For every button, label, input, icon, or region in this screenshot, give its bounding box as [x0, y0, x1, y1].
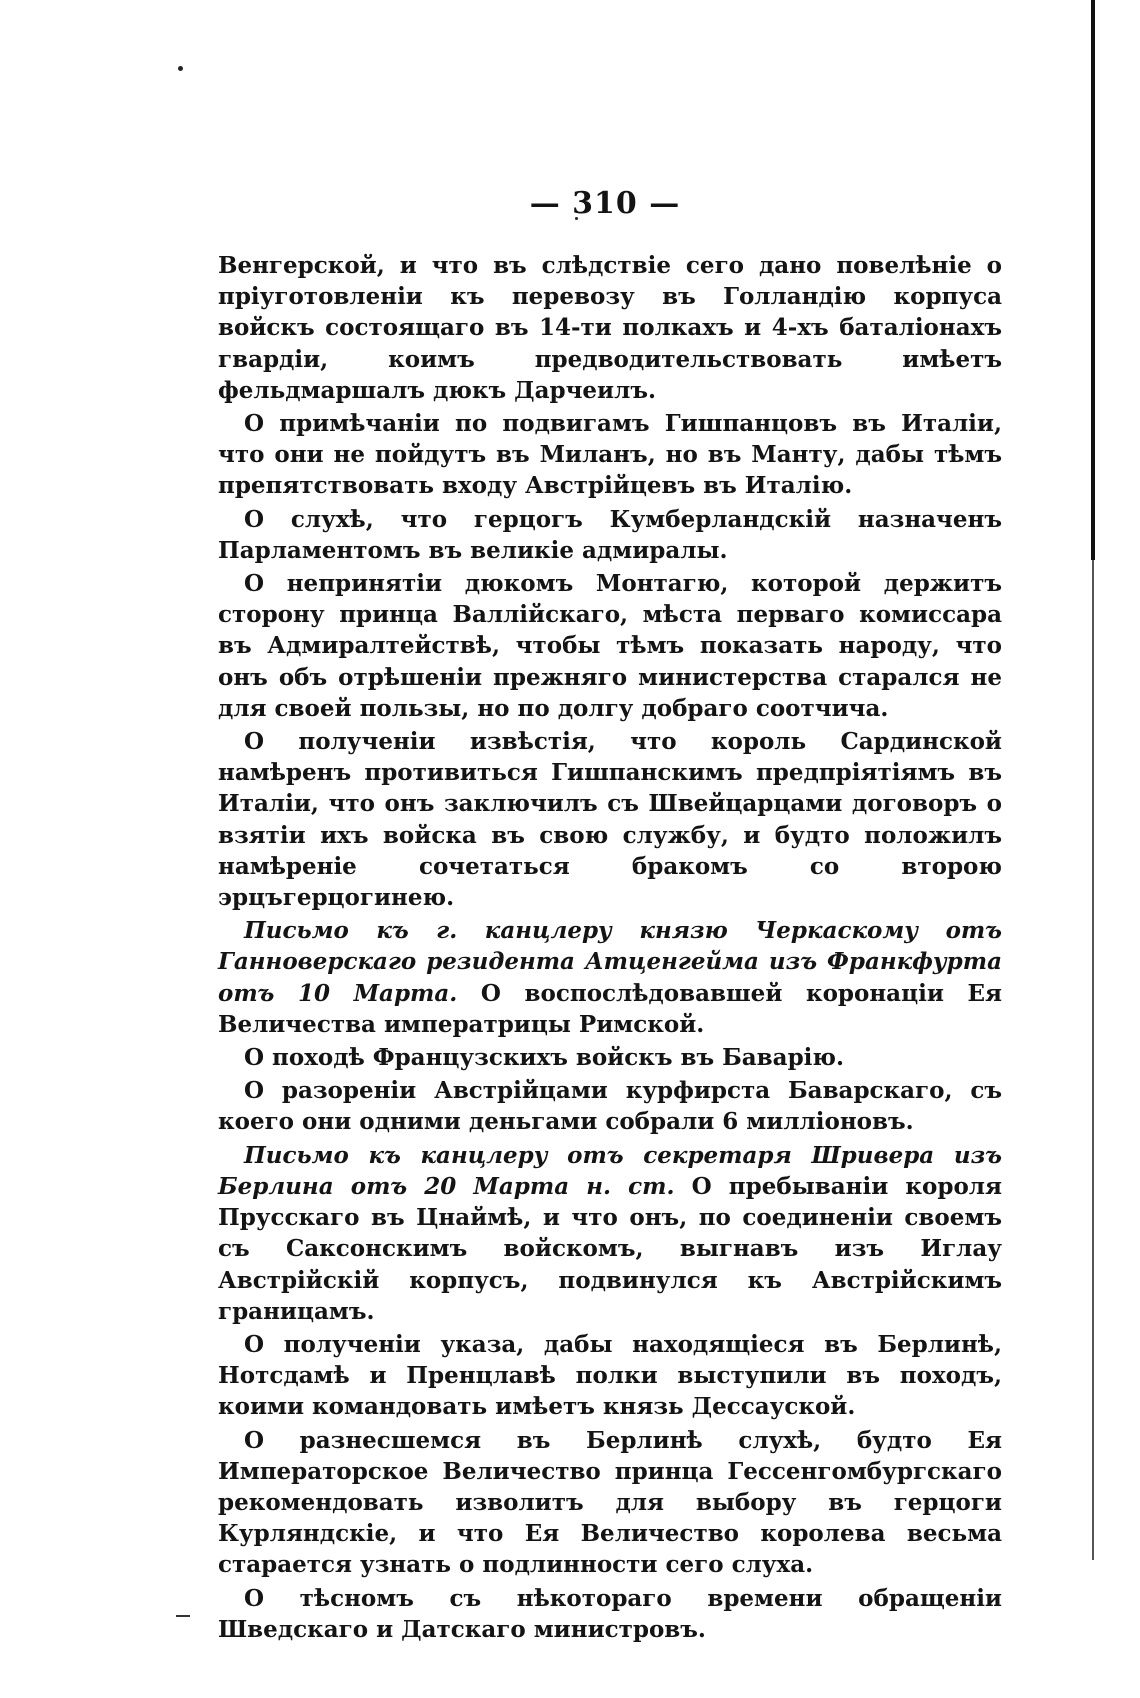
paragraph: Венгерской, и что въ слѣдствiе сего дано повелѣнiе о прiуготовленiи къ перевозу въ Голландiю корпуса войскъ состоящаго въ 14-ти полкахъ и 4-хъ баталiонахъ гвардiи, коимъ предводительствовать имѣетъ фельдмаршалъ дюкъ Дарчеилъ. — [218, 252, 1002, 404]
page-number: — 310 — — [529, 186, 681, 221]
paragraph-text: О пребыванiи короля Прусскаго въ Цнаймѣ, и что онъ, по соединенiи своемъ съ Саксонскимъ войскомъ, выгнавъ изъ Иглау Австрiйскiй корпусъ, подвинулся къ Австрiйскимъ границамъ. — [218, 1172, 1002, 1325]
letter-heading: Письмо къ канцлеру отъ секретаря Шривера изъ Берлина отъ 20 Марта н. ст. — [218, 1141, 1002, 1200]
body-text — [218, 250, 1002, 1647]
paragraph: О разоренiи Австрiйцами курфирста Баварскаго, съ коего они одними деньгами собрали 6 миллiоновъ. — [218, 1077, 1002, 1136]
paragraph: О разнесшемся въ Берлинѣ слухѣ, будто Ея Императорское Величество принца Гессенгомбургскаго рекомендовать изволитъ для выбору въ герцоги Курляндскiе, и что Ея Величество королева весьма старается узнать о подлинности сего слуха. — [218, 1426, 1002, 1579]
paragraph: О полученiи извѣстiя, что король Сардинской намѣренъ противиться Гишпанскимъ предпрiятiямъ въ Италiи, что онъ заключилъ съ Швейцарцами договоръ о взятiи ихъ войска въ свою службу, и будто положилъ намѣренiе сочетаться бракомъ со второю эрцъгерцогинею. — [218, 728, 1002, 912]
ink-speck — [178, 66, 183, 71]
paragraph: О походѣ Французскихъ войскъ въ Баварiю. — [244, 1044, 844, 1072]
paragraph: О полученiи указа, дабы находящiеся въ Берлинѣ, Нотсдамѣ и Пренцлавѣ полки выступили въ походъ, коими командовать имѣетъ князь Дессауской. — [218, 1330, 1002, 1421]
paragraph — [218, 915, 1002, 1040]
paragraph: О примѣчанiи по подвигамъ Гишпанцовъ въ Италiи, что они не пойдутъ въ Миланъ, но въ Манту, дабы тѣмъ препятствовать входу Австрiйцевъ въ Италiю. — [218, 410, 1002, 500]
page-edge-shadow-lower — [1092, 560, 1094, 1560]
paragraph — [218, 1140, 1002, 1327]
paragraph-text: О воспослѣдовавшей коронацiи Ея Величества императрицы Римской. — [218, 979, 1002, 1038]
paragraph: О слухѣ, что герцогъ Кумберландскiй назначенъ Парламентомъ въ великiе адмиралы. — [218, 505, 1002, 564]
paragraph: О непринятiи дюкомъ Монтагю, которой держитъ сторону принца Валлiйскаго, мѣста перваго комиссара въ Адмиралтействѣ, чтобы тѣмъ показать народу, что онъ объ отрѣшенiи прежняго министерства старался не для своей пользы, но по долгу добраго соотчича. — [218, 570, 1002, 722]
margin-mark — [176, 1615, 190, 1617]
letter-heading: Письмо къ г. канцлеру князю Черкаскому отъ Ганноверскаго резидента Атценгейма изъ Франкфурта отъ 10 Марта. — [218, 917, 1002, 1007]
page-edge-shadow — [1091, 0, 1095, 560]
paragraph: О тѣсномъ съ нѣкотораго времени обращенiи Шведскаго и Датскаго министровъ. — [218, 1584, 1002, 1643]
